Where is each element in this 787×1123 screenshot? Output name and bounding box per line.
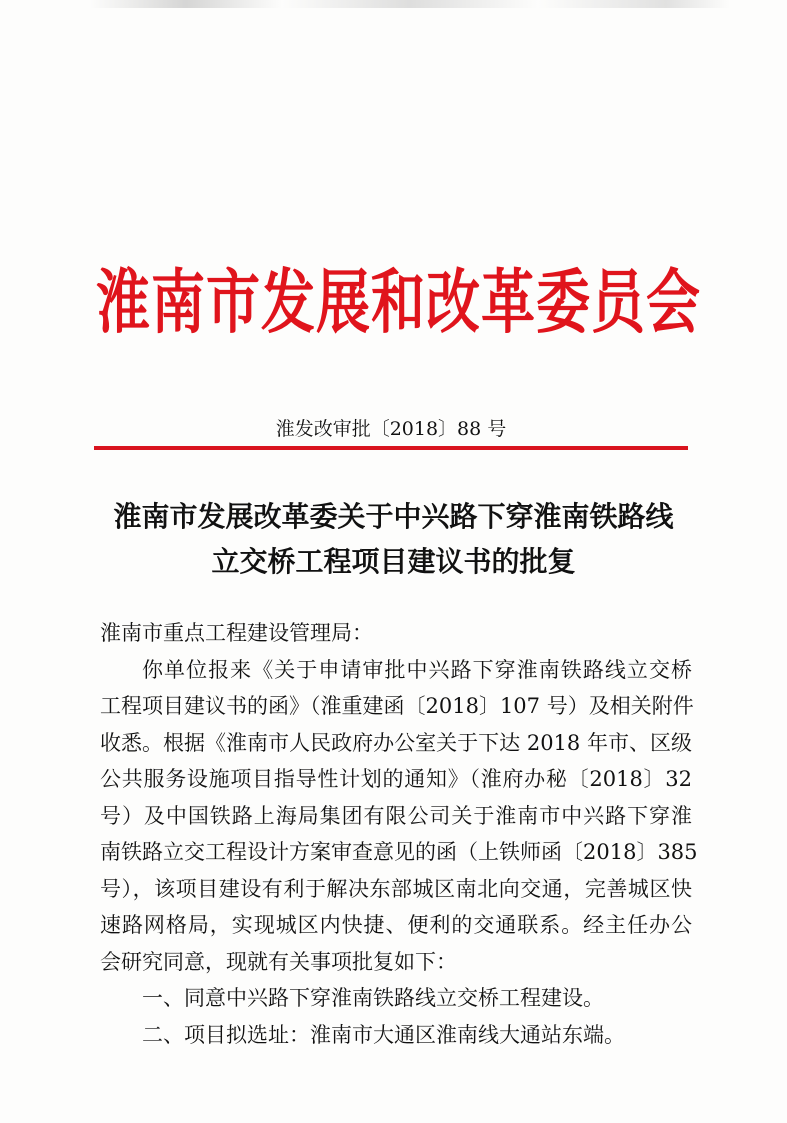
approval-item-2: 二、项目拟选址：淮南市大通区淮南线大通站东端。 xyxy=(142,1022,625,1047)
letterhead-title: 淮南市发展和改革委员会 xyxy=(96,260,701,343)
paragraph-line: 号）及中国铁路上海局集团有限公司关于淮南市中兴路下穿淮 xyxy=(100,803,692,828)
paragraph-line: 会研究同意，现就有关事项批复如下： xyxy=(100,949,457,974)
paragraph-line: 速路网格局，实现城区内快捷、便利的交通联系。经主任办公 xyxy=(100,913,692,937)
paragraph-line: 工程项目建议书的函》（淮重建函〔2018〕107 号）及相关附件 xyxy=(100,694,694,718)
title-line-1: 淮南市发展改革委关于中兴路下穿淮南铁路线 xyxy=(113,500,674,533)
red-divider-line xyxy=(94,446,688,450)
paragraph-line: 南铁路立交工程设计方案审查意见的函（上铁师函〔2018〕385 xyxy=(100,840,698,864)
paragraph-line: 你单位报来《关于申请审批中兴路下穿淮南铁路线立交桥 xyxy=(142,657,692,682)
document-title xyxy=(80,494,707,584)
document-number: 淮发改审批〔2018〕88 号 xyxy=(275,418,507,440)
paragraph-line: 号），该项目建设有利于解决东部城区南北向交通，完善城区快 xyxy=(100,876,692,901)
title-line-2: 立交桥工程项目建议书的批复 xyxy=(211,545,576,578)
paragraph-line: 公共服务设施项目指导性计划的通知》（淮府办秘〔2018〕32 xyxy=(100,767,692,791)
document-body xyxy=(100,615,698,1053)
approval-item-1: 一、同意中兴路下穿淮南铁路线立交桥工程建设。 xyxy=(142,986,604,1010)
paragraph-line: 收悉。根据《淮南市人民政府办公室关于下达 2018 年市、区级 xyxy=(100,730,692,755)
addressee: 淮南市重点工程建设管理局： xyxy=(100,621,373,645)
scan-artifact xyxy=(90,0,730,8)
